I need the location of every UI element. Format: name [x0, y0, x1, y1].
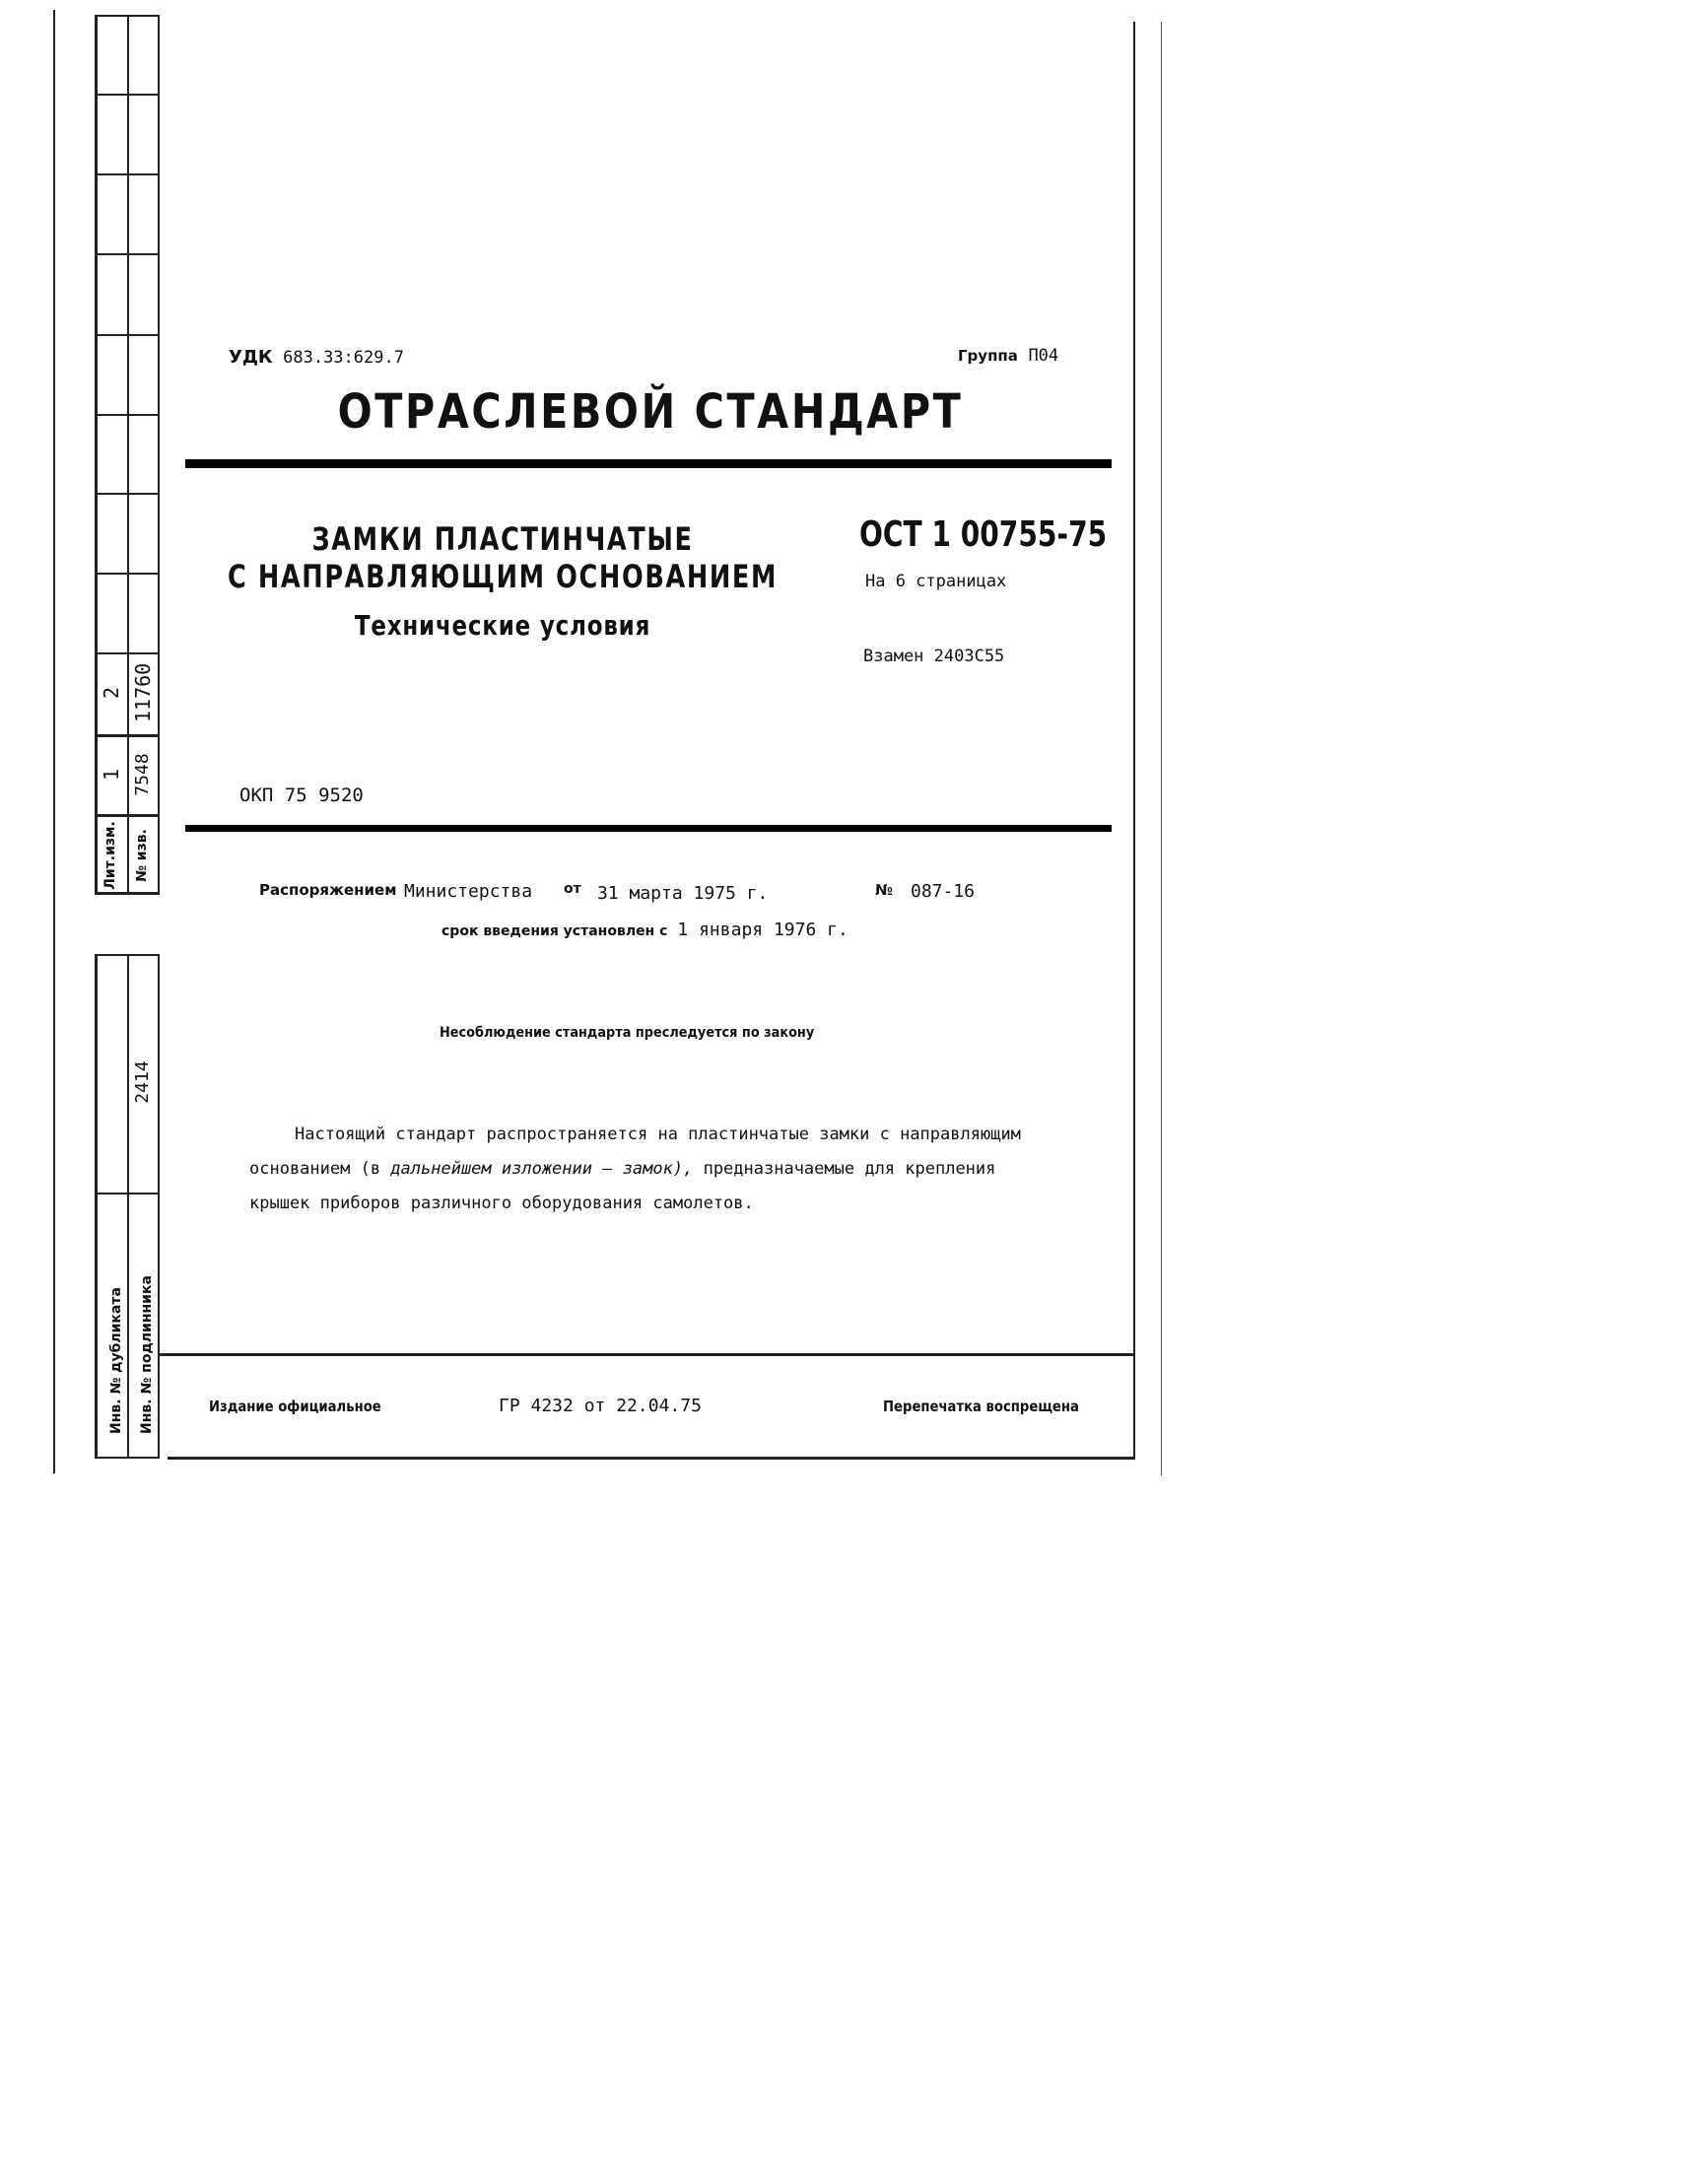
- effective-date: 1 января 1976 г.: [677, 920, 848, 940]
- original-inventory-label: Инв. № подлинника: [139, 1275, 155, 1434]
- body-paragraph: [249, 1118, 1097, 1221]
- reprint-prohibited-label: Перепечатка воспрещена: [883, 1398, 1079, 1415]
- order-label: Распоряжением: [259, 881, 397, 899]
- group-line: [958, 345, 1058, 366]
- effective-label: срок введения установлен с: [441, 923, 668, 939]
- udk-line: [229, 347, 404, 368]
- change-number-1: 1: [100, 768, 123, 782]
- order-number: 087-16: [911, 881, 976, 902]
- duplicate-inventory-label: Инв. № дубликата: [108, 1287, 124, 1434]
- order-number-label: №: [875, 881, 894, 899]
- footer-top-rule: [160, 1353, 1135, 1356]
- page-title: ОТРАСЛЕВОЙ СТАНДАРТ: [337, 384, 964, 440]
- inventory-number: 2414: [132, 1060, 153, 1104]
- middle-thick-rule: [185, 825, 1112, 832]
- notice-number-7548: 7548: [132, 753, 153, 796]
- top-thick-rule: [185, 459, 1112, 468]
- document-subtitle: Технические условия: [354, 609, 651, 642]
- izv-label: № изв.: [134, 829, 150, 882]
- paragraph-line-2: основанием (в дальнейшем изложении – замок), предназначаемые для крепления: [249, 1159, 996, 1179]
- change-number-2: 2: [100, 686, 123, 700]
- frame-right-edge: [1133, 22, 1135, 1459]
- udk-label: УДК: [229, 347, 273, 368]
- order-date: 31 марта 1975 г.: [597, 883, 769, 904]
- frame-far-right-edge: [1161, 22, 1162, 1475]
- footer-bottom-rule: [168, 1457, 1135, 1460]
- group-label: Группа: [958, 347, 1018, 365]
- law-warning: Несоблюдение стандарта преследуется по закону: [440, 1025, 815, 1041]
- order-authority: Министерства: [404, 881, 533, 902]
- okp-code: ОКП 75 9520: [239, 785, 364, 806]
- document-title-line2: С НАПРАВЛЯЮЩИМ ОСНОВАНИЕМ: [227, 558, 779, 595]
- document-replaces: Взамен 2403С55: [863, 647, 1005, 666]
- document-pages: На 6 страницах: [865, 572, 1007, 591]
- paragraph-line-3: крышек приборов различного оборудования самолетов.: [249, 1194, 754, 1213]
- group-value: П04: [1028, 346, 1059, 366]
- lit-izm-label: Лит.изм.: [102, 821, 118, 890]
- udk-value: 683.33:629.7: [283, 348, 404, 368]
- paragraph-line-1: Настоящий стандарт распространяется на пластинчатые замки с направляющим: [295, 1125, 1021, 1144]
- effective-date-line: [441, 920, 848, 940]
- registration-number: ГР 4232 от 22.04.75: [499, 1396, 702, 1416]
- notice-number-11760: 11760: [131, 662, 155, 722]
- frame-left-edge: [53, 10, 55, 1473]
- order-from-label: от: [564, 881, 581, 897]
- official-edition-label: Издание официальное: [209, 1398, 381, 1415]
- document-title-line1: ЗАМКИ ПЛАСТИНЧАТЫЕ: [311, 520, 694, 558]
- document-code: ОСТ 1 00755-75: [859, 514, 1108, 555]
